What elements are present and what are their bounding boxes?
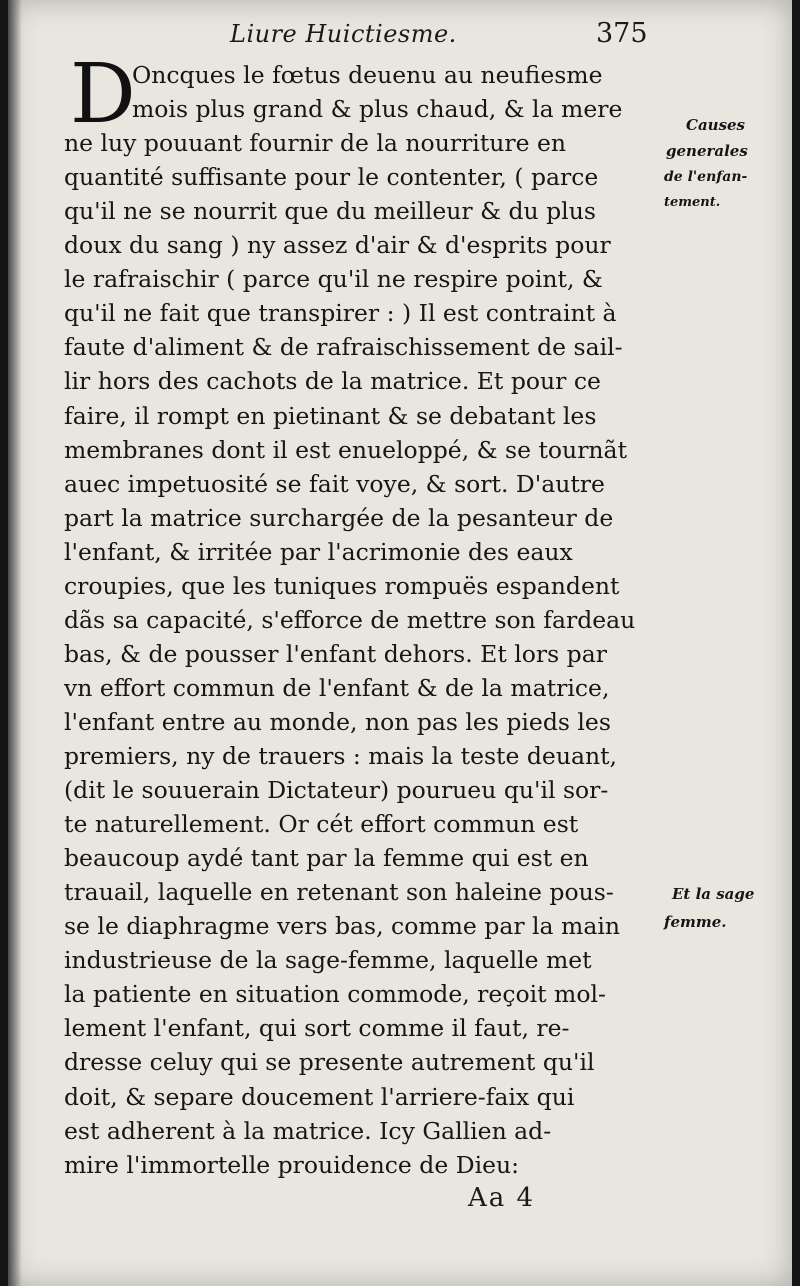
text-line: vn effort commun de l'enfant & de la matrice,	[64, 673, 610, 702]
text-line: doux du sang ) ny assez d'air & d'esprits pour	[64, 231, 611, 260]
text-line: part la matrice surchargée de la pesanteur de	[64, 503, 614, 532]
text-line: ne luy pouuant fournir de la nourriture en	[64, 129, 567, 158]
text-line: l'enfant entre au monde, non pas les pieds les	[64, 707, 611, 736]
text-line: dresse celuy qui se presente autrement qu'il	[64, 1048, 595, 1077]
margin-note-line: Causes	[686, 116, 745, 134]
text-line: l'enfant, & irritée par l'acrimonie des eaux	[64, 537, 573, 566]
text-line: quantité suffisante pour le contenter, ( parce	[64, 163, 599, 192]
margin-note-line: femme.	[664, 913, 727, 931]
text-line: te naturellement. Or cét effort commun est	[64, 810, 579, 839]
book-page	[8, 0, 792, 1286]
margin-note-line: Et la sage	[672, 885, 755, 903]
text-line: se le diaphragme vers bas, comme par la main	[64, 912, 620, 941]
text-line: le rafraischir ( parce qu'il ne respire point, &	[64, 265, 603, 294]
text-line: faute d'aliment & de rafraischissement de sail-	[64, 333, 623, 362]
text-line: (dit le souuerain Dictateur) pourueu qu'il sor-	[64, 776, 609, 805]
text-line: lement l'enfant, qui sort comme il faut, re-	[64, 1014, 570, 1043]
text-line: Oncques le fœtus deuenu au neufiesme	[132, 61, 603, 89]
signature-mark: Aa 4	[468, 1183, 536, 1213]
text-line: qu'il ne fait que transpirer : ) Il est contraint à	[64, 299, 617, 328]
margin-note-line: tement.	[664, 195, 721, 210]
running-title: Liure Huictiesme.	[230, 20, 457, 48]
text-line: industrieuse de la sage-femme, laquelle met	[64, 946, 592, 975]
text-line: trauail, laquelle en retenant son haleine pous-	[64, 878, 614, 907]
text-line: mois plus grand & plus chaud, & la mere	[132, 95, 623, 124]
text-line: dãs sa capacité, s'efforce de mettre son fardeau	[64, 605, 636, 634]
margin-note-line: de l'enfan-	[664, 169, 748, 185]
text-line: bas, & de pousser l'enfant dehors. Et lors par	[64, 639, 607, 668]
text-line: lir hors des cachots de la matrice. Et pour ce	[64, 367, 601, 396]
text-line: croupies, que les tuniques rompuës espandent	[64, 571, 620, 600]
drop-cap: D	[70, 47, 136, 142]
text-line: la patiente en situation commode, reçoit mol-	[64, 980, 606, 1009]
text-line: mire l'immortelle prouidence de Dieu:	[64, 1150, 520, 1179]
text-line: qu'il ne se nourrit que du meilleur & du plus	[64, 197, 596, 226]
margin-note-causes	[664, 112, 748, 216]
page-number: 375	[596, 18, 648, 49]
text-line: auec impetuosité se fait voye, & sort. D'autre	[64, 469, 605, 498]
margin-note-sage-femme	[664, 880, 754, 936]
text-line: est adherent à la matrice. Icy Gallien ad-	[64, 1116, 552, 1145]
text-line: membranes dont il est enueloppé, & se tournãt	[64, 435, 628, 464]
text-line: faire, il rompt en pietinant & se debatant les	[64, 401, 597, 430]
text-line: premiers, ny de trauers : mais la teste deuant,	[64, 742, 618, 770]
margin-note-line: generales	[666, 142, 748, 160]
text-line: doit, & separe doucement l'arriere-faix qui	[64, 1082, 575, 1111]
text-line: beaucoup aydé tant par la femme qui est en	[64, 844, 589, 873]
